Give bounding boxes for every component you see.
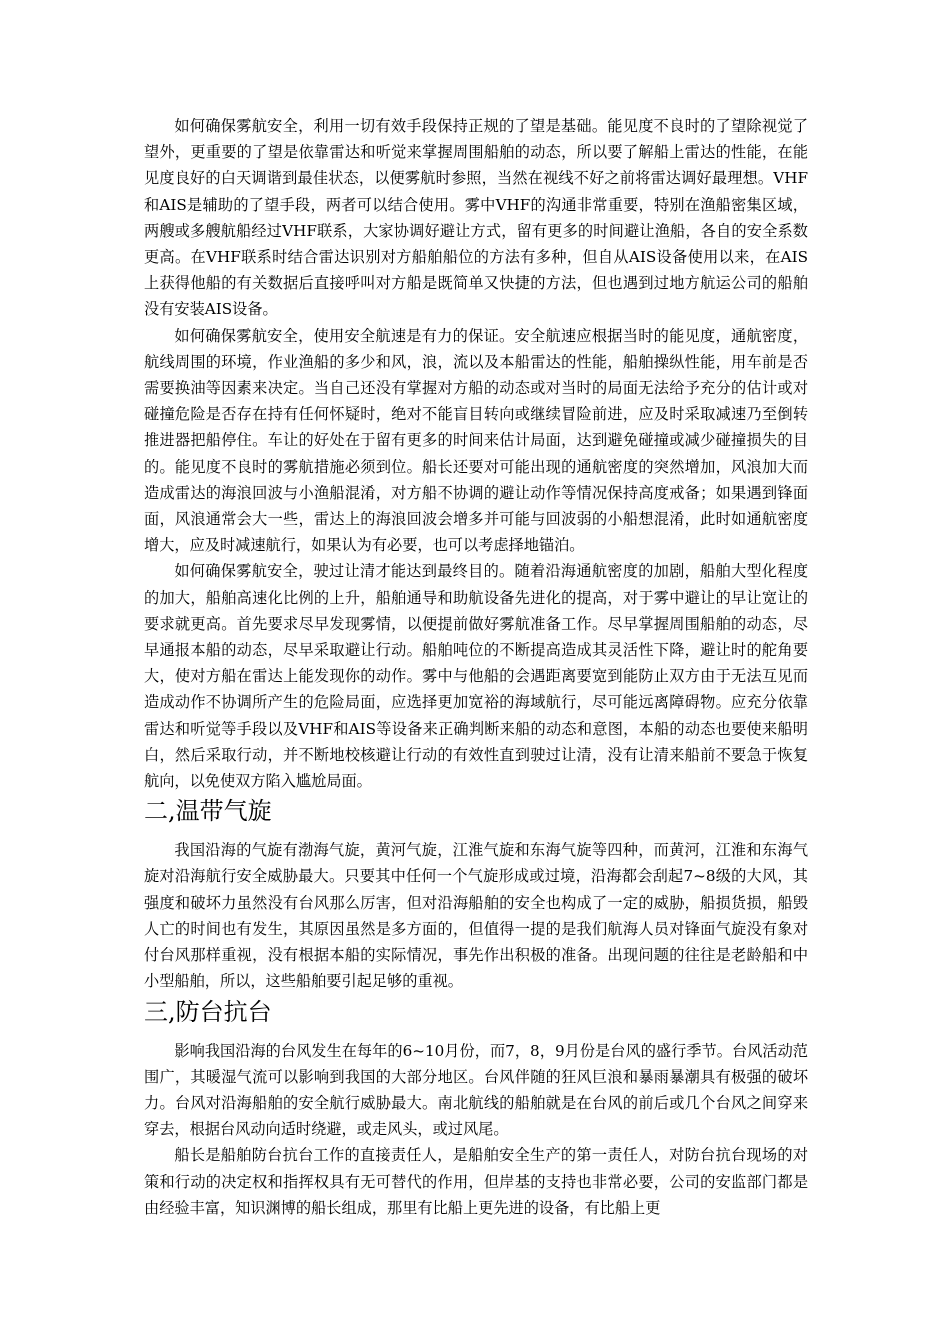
section-heading: 三,防台抗台 [144,997,272,1026]
body-paragraph: 影响我国沿海的台风发生在每年的6~10月份，而7，8，9月份是台风的盛行季节。台风活动范围广，其暖湿气流可以影响到我国的大部分地区。台风伴随的狂风巨浪和暴雨暴潮具有极强的破坏力。台风对沿海船舶的安全航行威胁最大。南北航线的船舶就是在台风的前后或几个台风之间穿来穿去，根据台风动向适时绕避，或走风头，或过风尾。 [144,1041,808,1139]
section-heading: 二,温带气旋 [144,797,272,826]
body-paragraph: 我国沿海的气旋有渤海气旋，黄河气旋，江淮气旋和东海气旋等四种，而黄河，江淮和东海气旋对沿海航行安全威胁最大。只要其中任何一个气旋形成或过境，沿海都会刮起7~8级的大风，其强度和破坏力虽然没有台风那么厉害，但对沿海船舶的安全也构成了一定的威胁，船损货损，船毁人亡的时间也有发生，其原因虽然是多方面的，但值得一提的是我们航海人员对锋面气旋没有象对付台风那样重视，没有根据本船的实际情况，事先作出积极的准备。出现问题的往往是老龄船和中小型船舶，所以，这些船舶要引起足够的重视。 [144,841,808,991]
body-paragraph: 如何确保雾航安全，使用安全航速是有力的保证。安全航速应根据当时的能见度，通航密度，航线周围的环境，作业渔船的多少和风，浪，流以及本船雷达的性能，船舶操纵性能，用车前是否需要换油等因素来决定。当自己还没有掌握对方船的动态或对当时的局面无法给予充分的估计或对碰撞危险是否存在持有任何怀疑时，绝对不能盲目转向或继续冒险前进，应及时采取减速乃至倒转推进器把船停住。车让的好处在于留有更多的时间来估计局面，达到避免碰撞或减少碰撞损失的目的。能见度不良时的雾航措施必须到位。船长还要对可能出现的通航密度的突然增加，风浪加大而造成雷达的海浪回波与小渔船混淆，对方船不协调的避让动作等情况保持高度戒备；如果遇到锋面面，风浪通常会大一些，雷达上的海浪回波会增多并可能与回波弱的小船想混淆，此时如通航密度增大，应及时减速航行，如果认为有必要，也可以考虑择地锚泊。 [144,326,808,555]
body-paragraph: 如何确保雾航安全，利用一切有效手段保持正规的了望是基础。能见度不良时的了望除视觉了望外，更重要的了望是依靠雷达和听觉来掌握周围船舶的动态，所以要了解船上雷达的性能，在能见度良好的白天调谐到最佳状态，以便雾航时参照，当然在视线不好之前将雷达调好最理想。VHF和AIS是辅助的了望手段，两者可以结合使用。雾中VHF的沟通非常重要，特别在渔船密集区域，两艘或多艘航船经过VHF联系，大家协调好避让方式，留有更多的时间避让渔船，各自的安全系数更高。在VHF联系时结合雷达识别对方船舶船位的方法有多种，但自从AIS设备使用以来，在AIS上获得他船的有关数据后直接呼叫对方船是既简单又快捷的方法，但也遇到过地方航运公司的船舶没有安装AIS设备。 [144,117,808,319]
body-paragraph: 如何确保雾航安全，驶过让清才能达到最终目的。随着沿海通航密度的加剧，船舶大型化程度的加大，船舶高速化比例的上升，船舶通导和助航设备先进化的提高，对于雾中避让的早让宽让的要求就更高。首先要求尽早发现雾情，以便提前做好雾航准备工作。尽早掌握周围船舶的动态，尽早通报本船的动态，尽早采取避让行动。船舶吨位的不断提高造成其灵活性下降，避让时的舵角要大，使对方船在雷达上能发现你的动作。雾中与他船的会遇距离要宽到能防止双方由于无法互见而造成动作不协调所产生的危险局面，应选择更加宽裕的海域航行，尽可能远离障碍物。应充分依靠雷达和听觉等手段以及VHF和AIS等设备来正确判断来船的动态和意图，本船的动态也要使来船明白，然后采取行动，并不断地校核避让行动的有效性直到驶过让清，没有让清来船前不要急于恢复航向，以免使双方陷入尴尬局面。 [144,562,808,791]
document-page [144,113,808,1221]
body-paragraph: 船长是船舶防台抗台工作的直接责任人，是船舶安全生产的第一责任人，对防台抗台现场的对策和行动的决定权和指挥权具有无可替代的作用，但岸基的支持也非常必要，公司的安监部门都是由经验丰富，知识渊博的船长组成，那里有比船上更先进的设备，有比船上更 [144,1146,808,1217]
